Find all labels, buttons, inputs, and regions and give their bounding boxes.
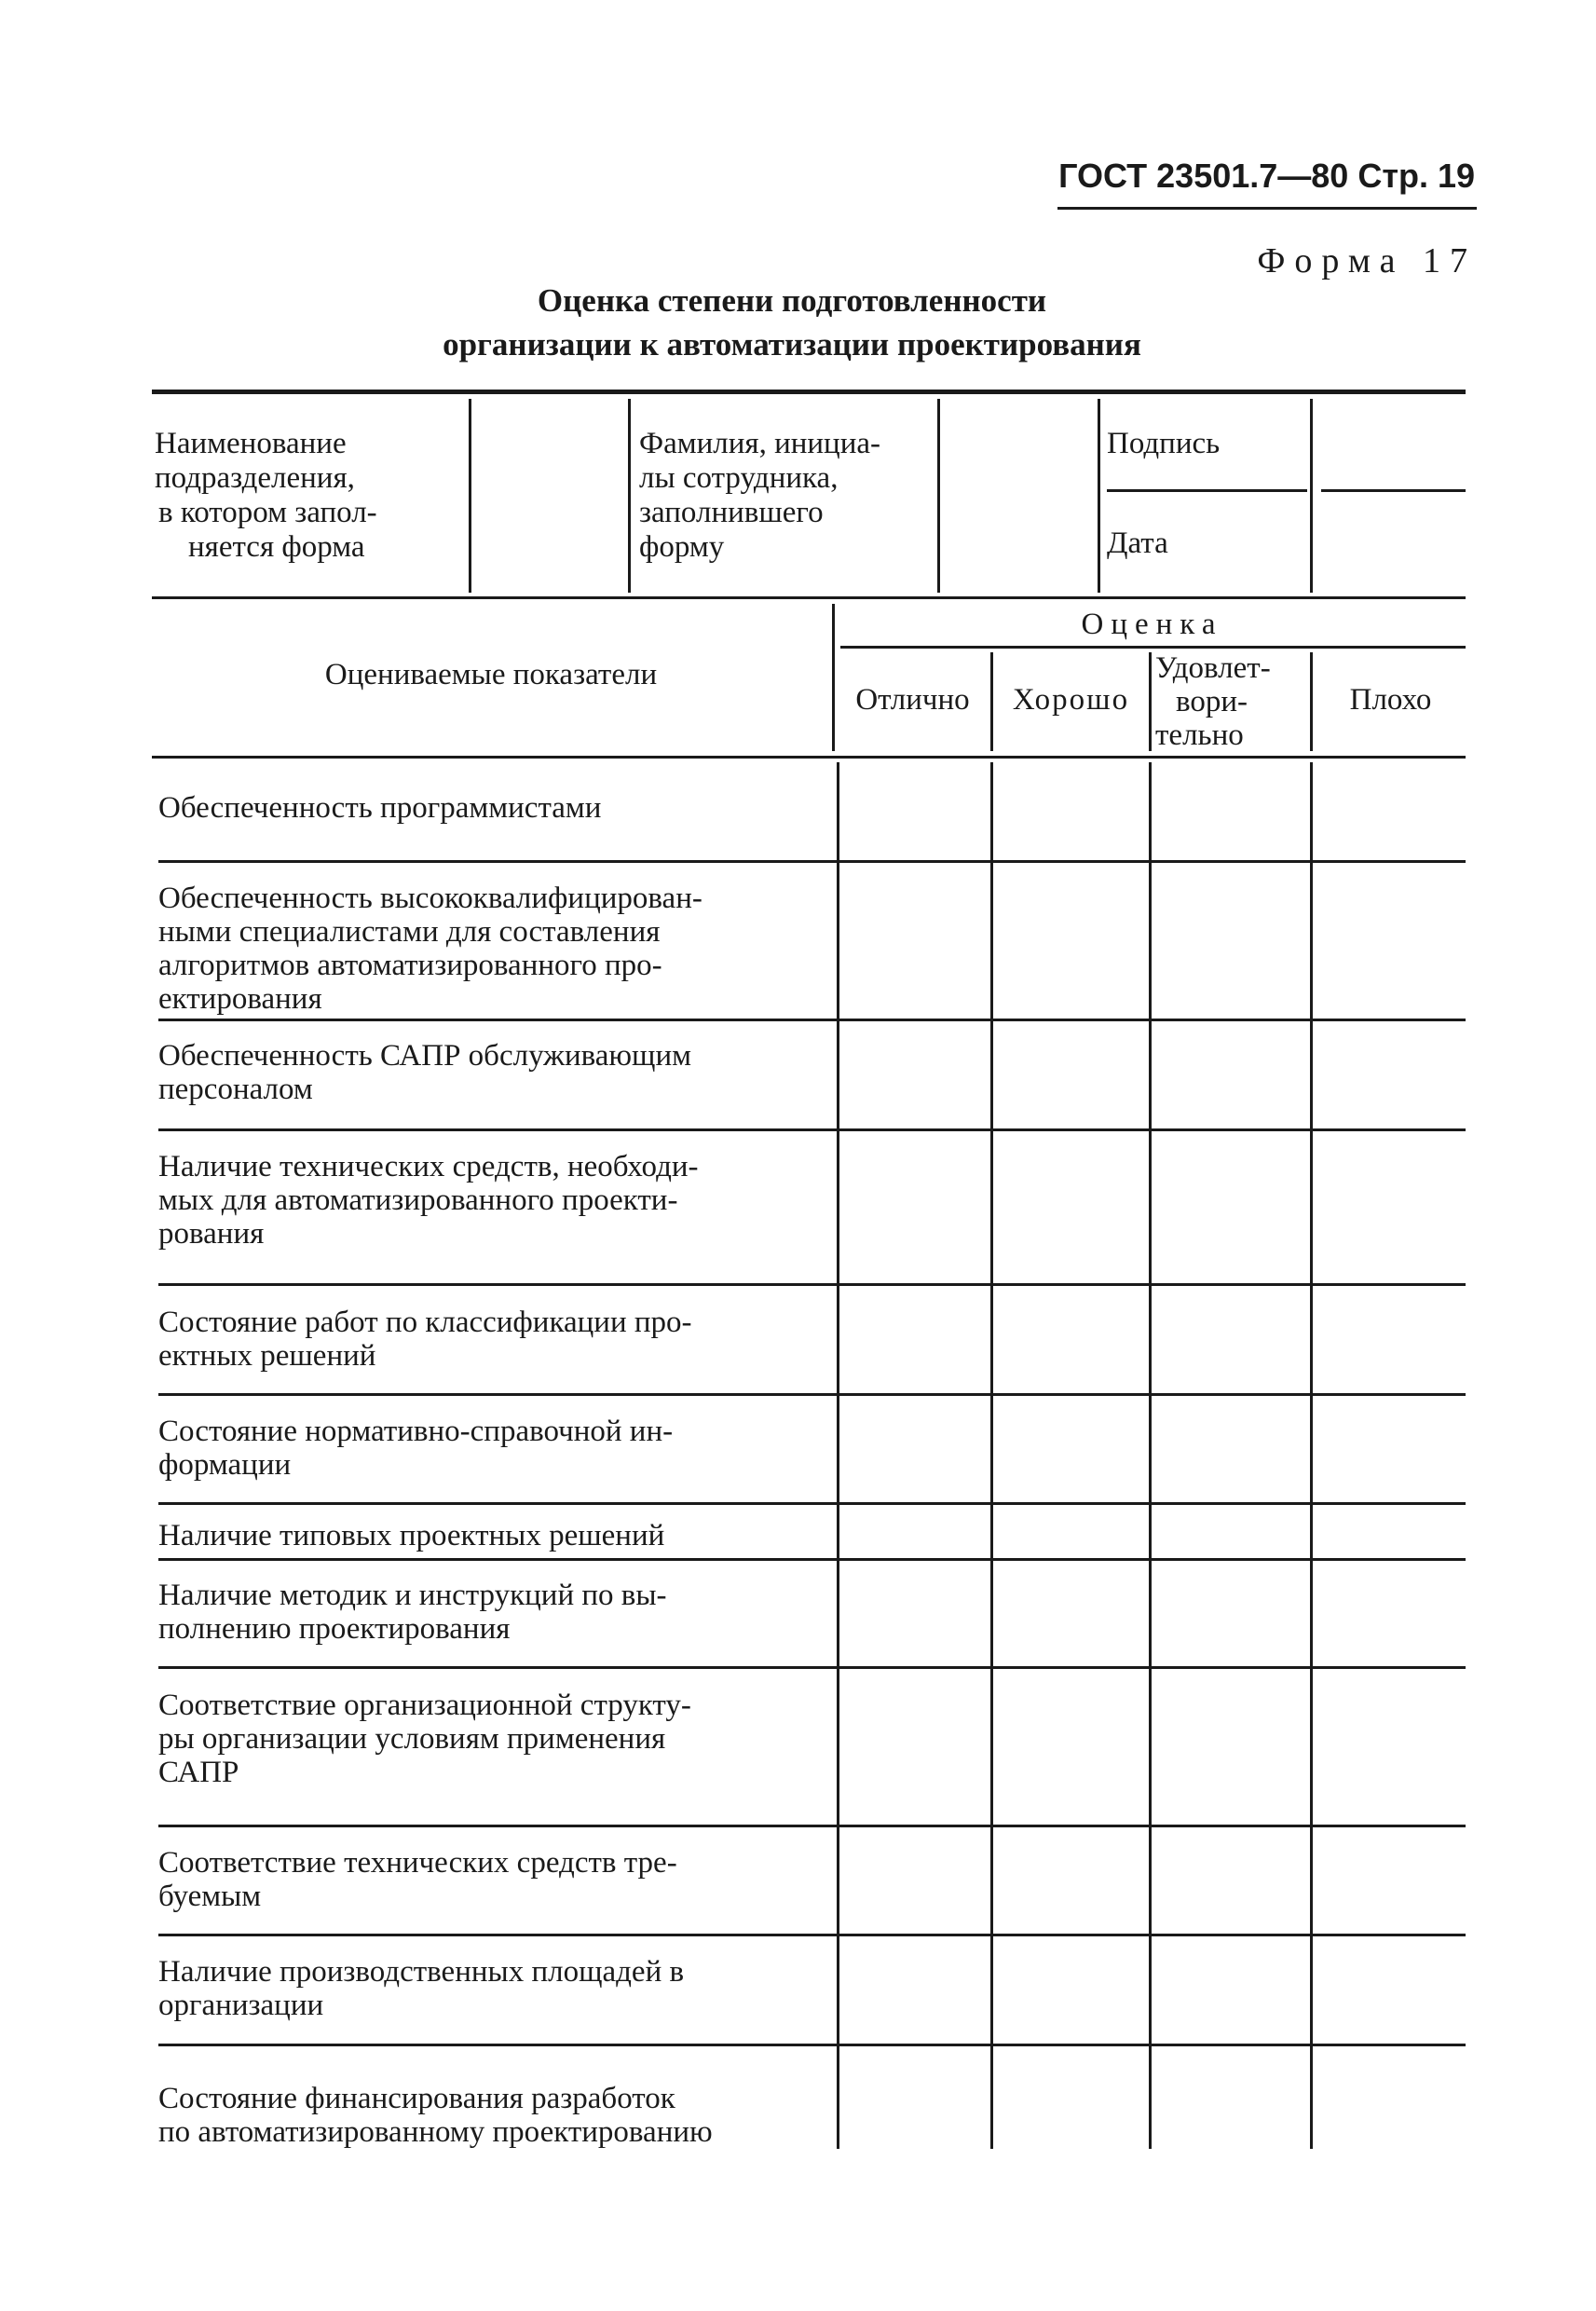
body-column-divider <box>1310 762 1313 2149</box>
unit-name-label: Наименование подразделения, в котором запол- няется форма <box>155 427 377 564</box>
date-field[interactable] <box>1321 496 1466 589</box>
row-separator <box>158 1825 1466 1827</box>
signature-field[interactable] <box>1321 403 1466 486</box>
info-divider <box>628 399 631 593</box>
indicator-org-structure: Соответствие организационной структу- ры организации условиям применения САПР <box>158 1689 691 1789</box>
employee-name-label: Фамилия, инициа- лы сотрудника, заполнившего форму <box>639 427 881 564</box>
rating-satisfactory-header: Удовлет- вори- тельно <box>1155 651 1271 752</box>
row-separator <box>158 1558 1466 1561</box>
indicator-qualified-specialists: Обеспеченность высококвалифицирован- ными специалистами для составления алгоритмов автоматизированного про- ектирования <box>158 882 703 1016</box>
row-separator <box>158 1283 1466 1286</box>
indicator-column-divider <box>832 604 835 751</box>
row-separator <box>158 1666 1466 1669</box>
rating-column-divider <box>1310 652 1313 751</box>
signature-date-divider <box>1321 489 1466 492</box>
header-bottom-rule <box>152 756 1466 759</box>
rating-header: Оценка <box>1081 608 1223 641</box>
rating-column-divider <box>990 652 993 751</box>
indicator-typical-solutions: Наличие типовых проектных решений <box>158 1519 665 1552</box>
row-separator <box>158 1128 1466 1131</box>
row-separator <box>158 1934 1466 1936</box>
employee-name-field[interactable] <box>943 403 1094 589</box>
unit-name-field[interactable] <box>477 403 624 589</box>
rating-excellent-header: Отлично <box>855 683 970 717</box>
signature-date-divider <box>1107 489 1307 492</box>
indicator-methods-instructions: Наличие методик и инструкций по вы- полнению проектирования <box>158 1579 667 1646</box>
indicator-programmers: Обеспеченность программистами <box>158 791 602 825</box>
date-label: Дата <box>1107 526 1168 560</box>
body-column-divider <box>990 762 993 2149</box>
indicator-technical-compliance: Соответствие технических средств тре- буемым <box>158 1846 677 1913</box>
info-divider <box>937 399 940 593</box>
info-table-top-rule <box>152 390 1466 394</box>
rating-good-header: Хорошо <box>1012 683 1130 717</box>
form-title-line-1: Оценка степени подготовленности <box>537 282 1047 319</box>
info-divider <box>469 399 471 593</box>
indicator-reference-info: Состояние нормативно-справочной ин- формации <box>158 1415 674 1482</box>
document-code: ГОСТ 23501.7—80 Стр. 19 <box>1058 157 1475 195</box>
header-rule <box>1057 207 1477 210</box>
form-title-line-2: организации к автоматизации проектирования <box>443 326 1141 362</box>
row-separator <box>158 860 1466 863</box>
indicator-financing: Состояние финансирования разработок по автоматизированному проектированию <box>158 2082 713 2149</box>
info-divider <box>1310 399 1313 593</box>
row-separator <box>158 1019 1466 1021</box>
rating-header-rule <box>840 646 1466 649</box>
rating-column-divider <box>1149 652 1152 751</box>
body-column-divider <box>1149 762 1152 2149</box>
indicator-production-areas: Наличие производственных площадей в организации <box>158 1955 685 2022</box>
indicator-cad-staff: Обеспеченность САПР обслуживающим персоналом <box>158 1039 692 1106</box>
body-column-divider <box>837 762 839 2149</box>
info-table-bottom-rule <box>152 596 1466 599</box>
indicators-header: Оцениваемые показатели <box>324 658 658 691</box>
row-separator <box>158 2044 1466 2046</box>
indicator-technical-means: Наличие технических средств, необходи- мых для автоматизированного проекти- рования <box>158 1150 699 1251</box>
signature-label: Подпись <box>1107 427 1221 460</box>
form-label: Форма 17 <box>1257 241 1477 280</box>
rating-poor-header: Плохо <box>1349 683 1432 717</box>
row-separator <box>158 1393 1466 1396</box>
row-separator <box>158 1502 1466 1505</box>
indicator-classification-work: Состояние работ по классификации про- ектных решений <box>158 1306 692 1373</box>
info-divider <box>1098 399 1100 593</box>
